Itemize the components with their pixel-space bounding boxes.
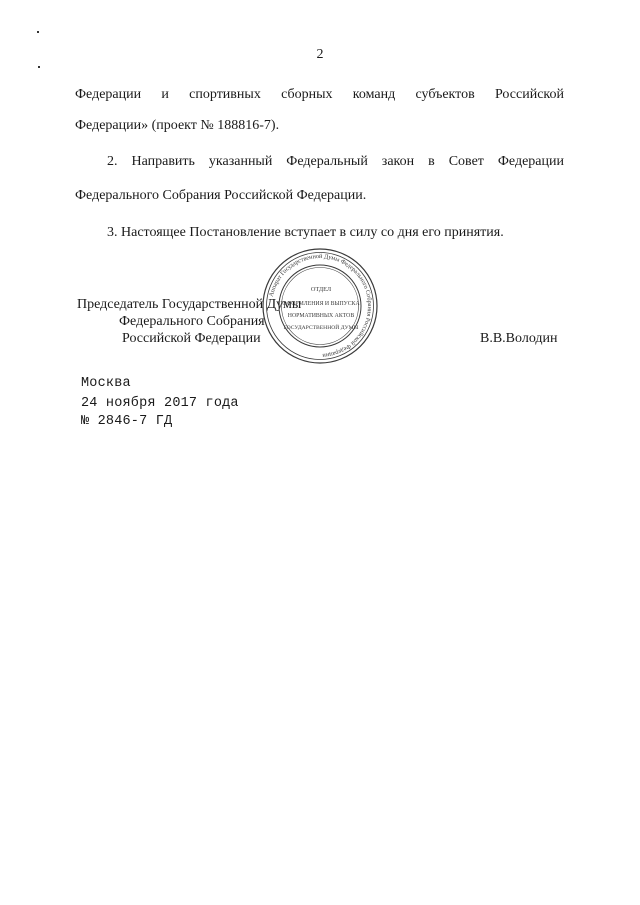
- signatory-name: В.В.Володин: [480, 331, 558, 346]
- stamp-center-line-3: НОРМАТИВНЫХ АКТОВ: [287, 313, 355, 319]
- place-of-adoption: Москва: [81, 376, 131, 391]
- paragraph-3: 3. Настоящее Постановление вступает в силу со дня его принятия.: [107, 225, 504, 240]
- page-number: 2: [316, 47, 324, 62]
- body-line-2: Федерации» (проект № 188816-7).: [75, 118, 280, 133]
- stamp-center-line-1: ОТДЕЛ: [310, 286, 332, 293]
- stamp-center-line-4: ГОСУДАРСТВЕННОЙ ДУМЫ: [283, 325, 359, 331]
- paragraph-2-line-2: Федерального Собрания Российской Федерации.: [75, 188, 367, 203]
- stamp-ring-text: Аппарат Государственной Думы Федерального Собрания Российской Федерации: [267, 252, 374, 359]
- resolution-number: № 2846-7 ГД: [81, 414, 173, 429]
- paragraph-2-line-1: 2. Направить указанный Федеральный закон в Совет Федерации: [107, 154, 564, 169]
- stamp-center-line-2: ОФОРМЛЕНИЯ И ВЫПУСКА: [282, 301, 360, 307]
- adoption-date: 24 ноября 2017 года: [81, 396, 239, 411]
- scan-mark: [37, 31, 39, 33]
- scan-mark: [38, 66, 40, 68]
- body-line-1: Федерации и спортивных сборных команд субъектов Российской: [75, 87, 564, 102]
- official-stamp: [261, 247, 379, 365]
- signatory-title-line-1: Председатель Государственной Думы: [77, 297, 302, 312]
- signatory-title-line-2: Федерального Собрания: [119, 314, 265, 329]
- signatory-title-line-3: Российской Федерации: [122, 331, 261, 346]
